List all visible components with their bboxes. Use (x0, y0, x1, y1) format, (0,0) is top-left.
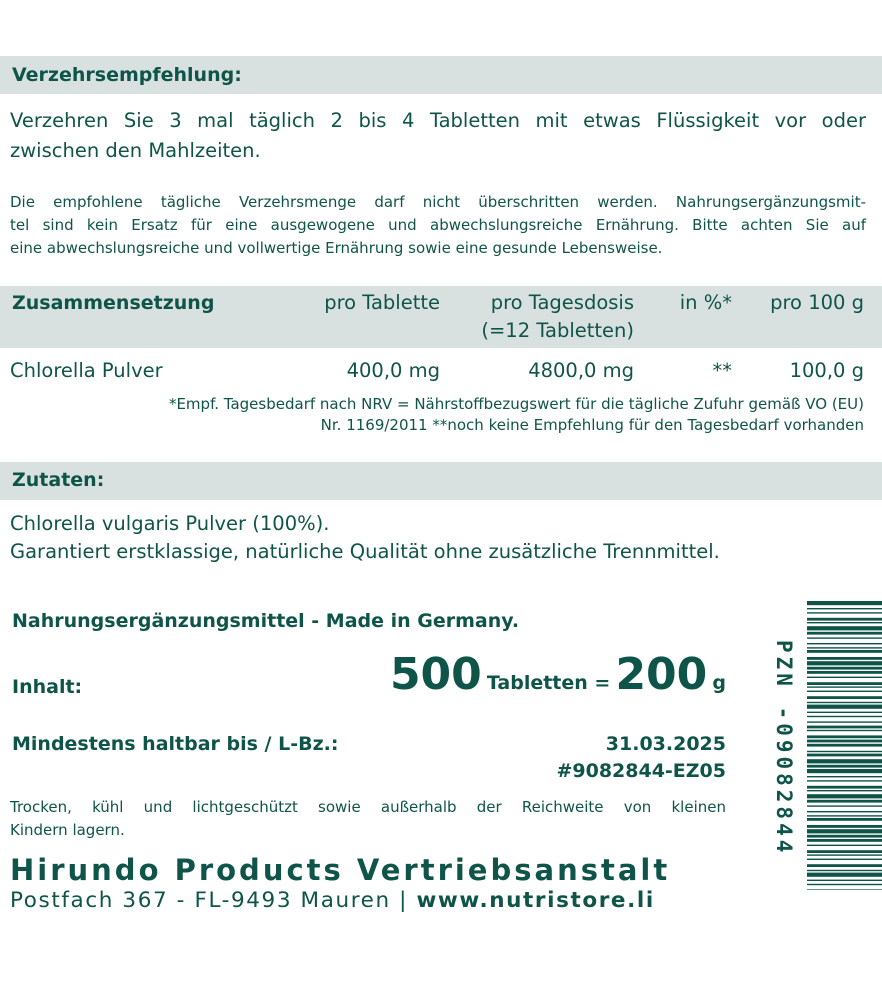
barcode-bar (807, 721, 882, 722)
barcode-bar (807, 726, 882, 729)
weight-value: 200 (615, 649, 708, 700)
col-per-tablet: pro Tablette (324, 291, 440, 314)
tablet-unit: Tabletten = (486, 672, 611, 694)
bbd-label: Mindestens haltbar bis / L-Bz.: (12, 733, 339, 755)
barcode-bar (807, 794, 882, 798)
company-website: www.nutristore.li (416, 888, 655, 913)
barcode-bar (807, 671, 882, 674)
warning-line-1: Die empfohlene tägliche Verzehrsmenge darf nicht überschritten werden. Nahrungsergänzungsmit- (10, 193, 866, 211)
barcode-bar (807, 686, 882, 687)
footnote-1: *Empf. Tagesbedarf nach NRV = Nährstoffbezugswert für die tägliche Zufuhr gemäß VO (EU) (168, 395, 864, 413)
barcode-bar (807, 815, 882, 816)
barcode-bar (807, 818, 882, 821)
barcode-bar (807, 873, 882, 877)
lot-number: #9082844-EZ05 (556, 760, 726, 782)
ingredients-header-band (0, 462, 882, 500)
col-per-100g: pro 100 g (770, 291, 864, 314)
barcode-bar (807, 657, 882, 660)
col-per-day: pro Tagesdosis (490, 291, 634, 314)
ingredients-heading: Zutaten: (12, 469, 105, 491)
barcode-bar (807, 889, 882, 890)
company-name: Hirundo Products Vertriebsanstalt (10, 853, 671, 887)
barcode-bar (807, 647, 882, 648)
barcode-bar (807, 730, 882, 731)
barcode-bar (807, 650, 882, 653)
barcode-bar (807, 835, 882, 838)
usage-line-2: zwischen den Mahlzeiten. (10, 139, 261, 162)
barcode-bar (807, 696, 882, 699)
barcode-bar (807, 740, 882, 743)
pzn-number: PZN -09082844 (772, 640, 796, 857)
row-per-day: 4800,0 mg (528, 359, 634, 382)
ingredients-line-2: Garantiert erstklassige, natürliche Qualität ohne zusätzliche Trennmittel. (10, 540, 720, 563)
barcode-bar (807, 637, 882, 638)
barcode-bar (807, 845, 882, 846)
barcode-bar (807, 705, 882, 709)
bbd-date: 31.03.2025 (605, 733, 726, 755)
barcode-bar (807, 677, 882, 678)
ingredients-line-1: Chlorella vulgaris Pulver (100%). (10, 512, 330, 535)
storage-line-1: Trocken, kühl und lichtgeschützt sowie außerhalb der Reichweite von kleinen (10, 798, 726, 816)
barcode-bar (807, 790, 882, 791)
tablet-count: 500 (389, 649, 482, 700)
barcode-bar (807, 716, 882, 717)
barcode-bar (807, 864, 882, 867)
barcode-bar (807, 744, 882, 747)
content-label: Inhalt: (12, 676, 83, 698)
barcode-bar (807, 712, 882, 713)
barcode-bar (807, 811, 882, 812)
company-address-line (10, 888, 655, 913)
col-per-day-note: (=12 Tabletten) (481, 319, 634, 342)
weight-unit: g (712, 672, 726, 694)
barcode-bar (807, 608, 882, 609)
barcode-bar (807, 776, 882, 777)
barcode-bar (807, 786, 882, 789)
warning-line-2: tel sind kein Ersatz für eine ausgewogene und abwechslungsreiche Ernährung. Bitte achten Sie auf (10, 216, 866, 234)
col-percent: in %* (679, 291, 732, 314)
barcode-bar (807, 780, 882, 781)
barcode-bar (807, 880, 882, 881)
barcode-bar (807, 870, 882, 871)
barcode-bar (807, 601, 882, 605)
storage-line-2: Kindern lagern. (10, 821, 125, 839)
barcode-bar (807, 735, 882, 738)
barcode-bar (807, 622, 882, 623)
barcode-bar (807, 751, 882, 752)
barcode-bar (807, 667, 882, 670)
row-name: Chlorella Pulver (10, 359, 163, 382)
barcode-bar (807, 759, 882, 763)
barcode-bar (807, 765, 882, 768)
barcode-bar (807, 626, 882, 630)
barcode-bar (807, 805, 882, 806)
barcode-bar (807, 754, 882, 757)
product-tagline: Nahrungsergänzungsmittel - Made in Germany. (12, 610, 520, 632)
usage-heading: Verzehrsempfehlung: (12, 64, 242, 86)
content-amount (390, 649, 726, 700)
barcode-bar (807, 618, 882, 621)
barcode-graphic (807, 601, 882, 890)
barcode-bar (807, 884, 882, 885)
company-address: Postfach 367 - FL-9493 Mauren | (10, 888, 417, 913)
barcode-bar (807, 661, 882, 665)
barcode-bar (807, 632, 882, 635)
barcode-bar (807, 682, 882, 685)
barcode-bar (807, 854, 882, 855)
composition-heading: Zusammensetzung (12, 292, 215, 314)
barcode-bar (807, 691, 882, 692)
barcode-bar (807, 612, 882, 613)
row-per-tablet: 400,0 mg (346, 359, 440, 382)
footnote-2: Nr. 1169/2011 **noch keine Empfehlung für den Tagesbedarf vorhanden (320, 416, 864, 434)
barcode-bar (807, 839, 882, 842)
barcode-bar (807, 769, 882, 773)
row-percent: ** (712, 359, 732, 382)
barcode-bar (807, 850, 882, 853)
barcode-bar (807, 643, 882, 644)
barcode-bar (807, 829, 882, 833)
warning-line-3: eine abwechslungsreiche und vollwertige Ernährung sowie eine gesunde Lebensweise. (10, 239, 663, 257)
barcode-bar (807, 800, 882, 803)
row-per-100g: 100,0 g (789, 359, 864, 382)
barcode-bar (807, 825, 882, 828)
barcode-bar (807, 859, 882, 860)
barcode-bar (807, 702, 882, 703)
usage-line-1: Verzehren Sie 3 mal täglich 2 bis 4 Tabletten mit etwas Flüssigkeit vor oder (10, 109, 866, 132)
